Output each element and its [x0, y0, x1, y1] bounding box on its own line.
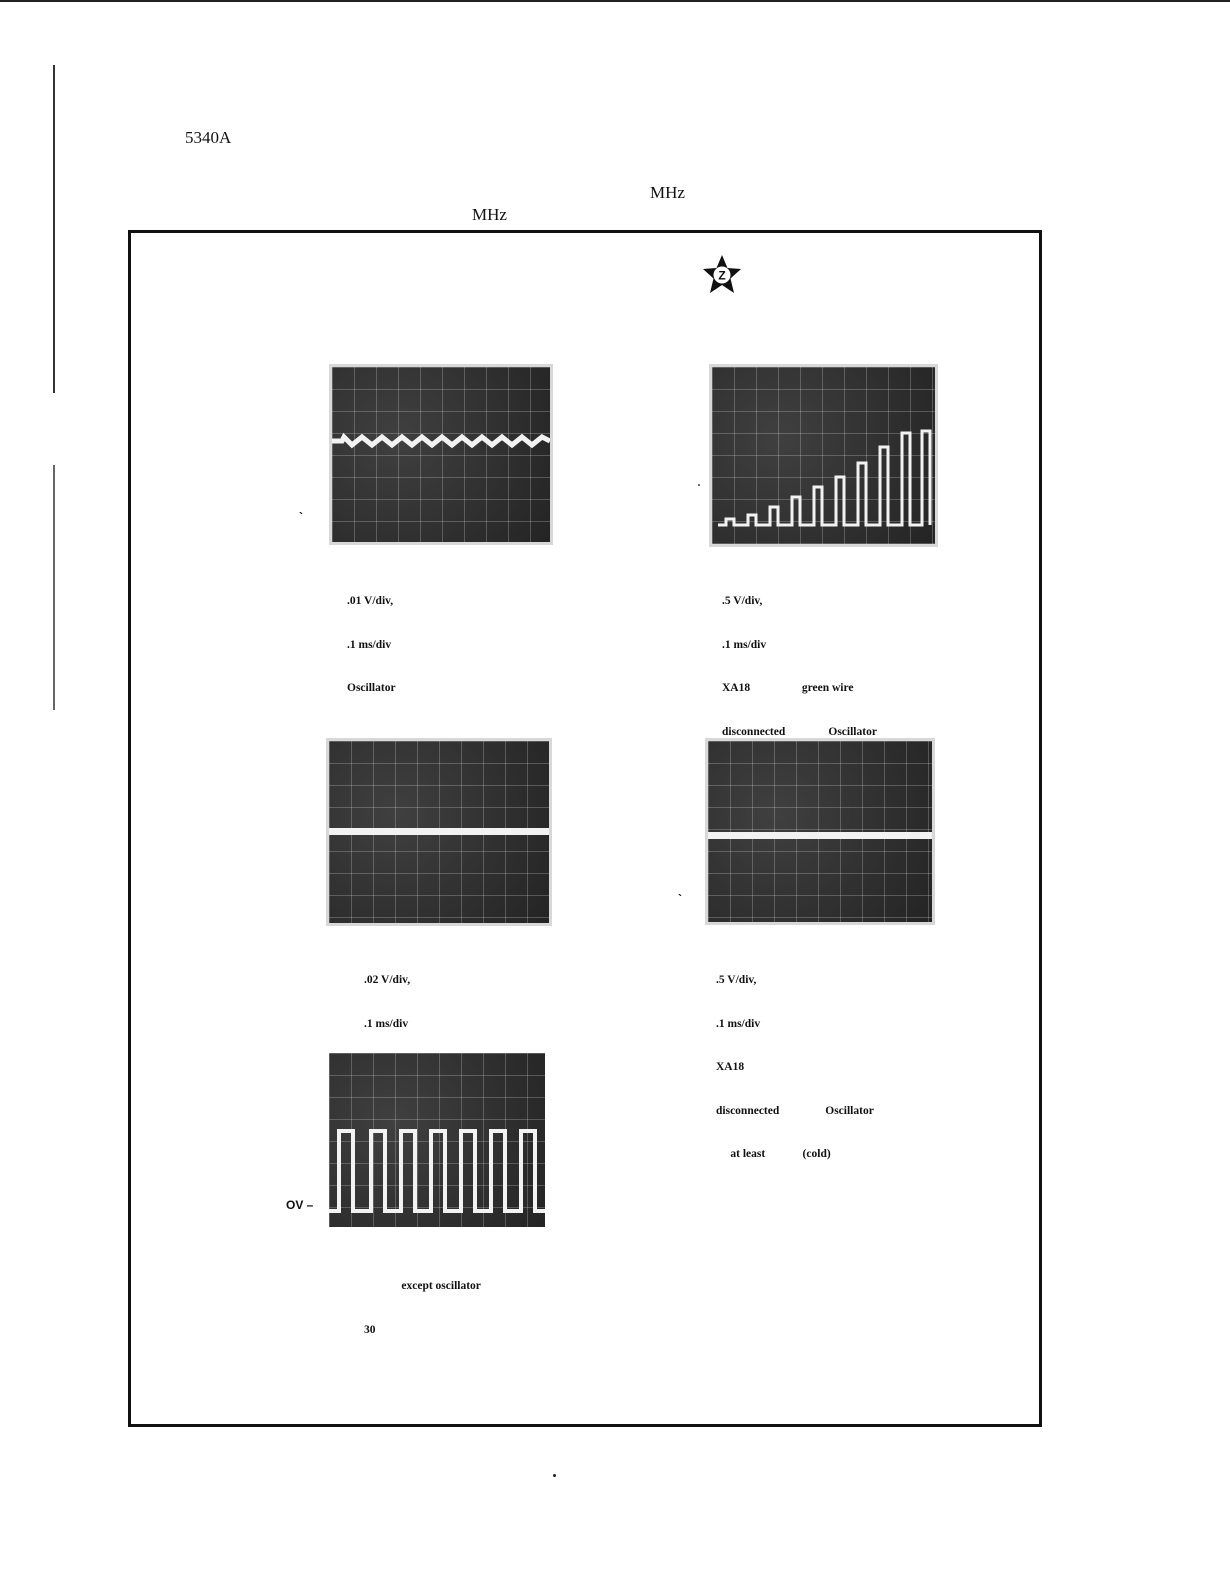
- caption-line: disconnected Oscillator: [716, 1104, 874, 1117]
- pen-mark: `: [299, 510, 303, 524]
- star-z-icon: [700, 253, 744, 297]
- frequency-unit: MHz: [650, 183, 685, 202]
- caption-a: [347, 565, 396, 710]
- caption-line: .01 V/div,: [347, 595, 394, 607]
- caption-line: except oscillator: [364, 1280, 481, 1292]
- frequency-unit: MHz: [472, 205, 507, 224]
- waveform-flat: [329, 741, 549, 923]
- caption-line: 30: [364, 1323, 376, 1336]
- oscilloscope-photo-d: [705, 738, 935, 925]
- caption-line: Oscillator: [347, 682, 396, 694]
- waveform-flat: [708, 741, 932, 922]
- badge-letter: Z: [718, 268, 726, 283]
- caption-line: XA18: [716, 1061, 745, 1073]
- waveform-pulse-train: [712, 367, 935, 544]
- oscilloscope-photo-e: [326, 1050, 548, 1230]
- caption-line: disconnected Oscillator: [722, 725, 877, 738]
- caption-line: .5 V/div,: [722, 595, 763, 607]
- caption-line: .1 ms/div: [364, 1017, 409, 1030]
- waveform-ripple: [332, 367, 550, 542]
- model-number: 5340A: [185, 128, 232, 147]
- caption-line: .02 V/div,: [364, 974, 411, 986]
- stray-dot: [698, 484, 700, 486]
- zero-volt-label: OV –: [286, 1198, 314, 1212]
- caption-e: [364, 1250, 481, 1352]
- oscilloscope-photo-c: [326, 738, 552, 926]
- stray-dot: [553, 1474, 556, 1477]
- caption-line: .5 V/div,: [716, 974, 757, 986]
- oscilloscope-photo-a: [329, 364, 553, 545]
- margin-change-bar: [53, 465, 55, 710]
- caption-line: at least (cold): [716, 1148, 831, 1160]
- caption-line: XA18 green wire: [722, 682, 854, 694]
- caption-line: .1 ms/div: [722, 638, 767, 651]
- waveform-square-pulses: [329, 1053, 545, 1227]
- caption-d: [716, 944, 874, 1176]
- top-rule: [0, 0, 1230, 2]
- caption-line: .1 ms/div: [347, 638, 392, 651]
- pen-mark: `: [678, 892, 682, 906]
- oscilloscope-photo-b: [709, 364, 938, 547]
- margin-change-bar: [53, 65, 55, 393]
- caption-line: .1 ms/div: [716, 1017, 761, 1030]
